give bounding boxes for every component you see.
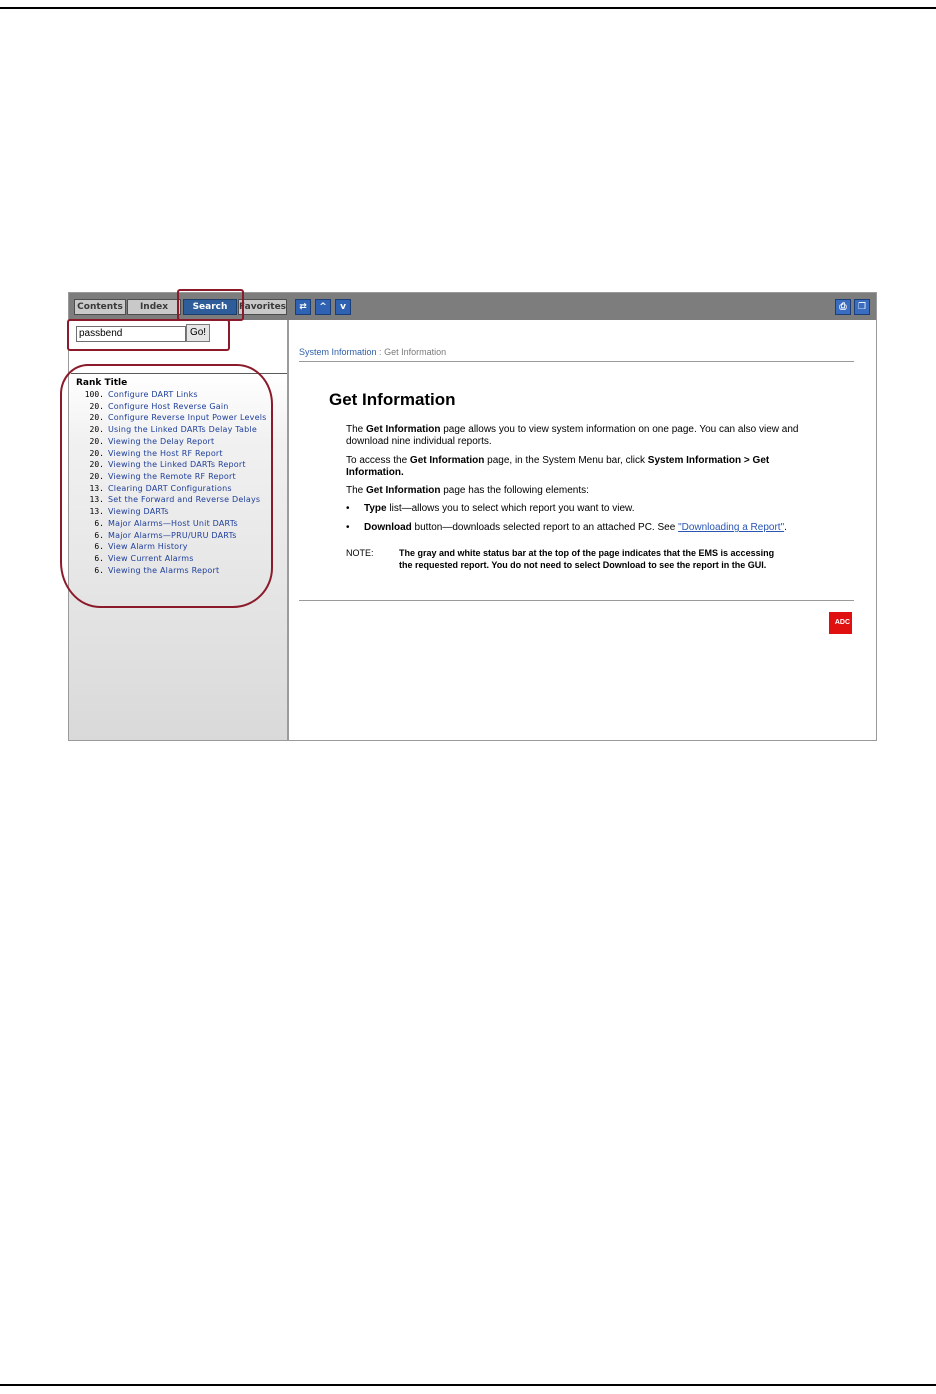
result-rank: 20. (89, 460, 104, 470)
breadcrumb (299, 347, 446, 357)
result-link[interactable]: Clearing DART Configurations (108, 483, 232, 493)
result-rank: 6. (94, 565, 104, 575)
result-rank: 100. (84, 390, 104, 399)
result-rank: 13. (89, 507, 104, 517)
note-label: NOTE: (346, 548, 374, 558)
result-rank: 20. (89, 436, 104, 446)
result-link[interactable]: Major Alarms—PRU/URU DARTs (108, 530, 237, 540)
result-rank: 6. (94, 554, 104, 564)
breadcrumb-parent-link[interactable]: System Information (299, 347, 377, 357)
tab-favorites[interactable]: Favorites (238, 299, 287, 315)
page-title: Get Information (329, 390, 456, 409)
sync-icon[interactable]: ⇄ (295, 299, 311, 315)
breadcrumb-current: Get Information (384, 347, 447, 357)
results-header: Rank Title (76, 378, 128, 388)
adc-logo: ADC (829, 612, 852, 634)
up-arrow-icon[interactable]: ^ (315, 299, 331, 315)
content-toolbar (290, 293, 876, 320)
result-link[interactable]: Viewing DARTs (108, 507, 169, 517)
result-rank: 6. (94, 542, 104, 552)
result-link[interactable]: Using the Linked DARTs Delay Table (108, 425, 257, 435)
copy-icon[interactable]: ❐ (854, 299, 870, 315)
intro-paragraph: The Get Information page allows you to view system information on one page. You can also view and download nine individual reports. (346, 424, 799, 447)
page-bottom-rule (0, 1384, 936, 1386)
result-rank: 20. (89, 413, 104, 423)
elements-paragraph: The Get Information page has the following elements: (346, 485, 589, 496)
result-link[interactable]: View Current Alarms (108, 554, 194, 564)
bullet-download-button: • Download button—downloads selected report to an attached PC. See "Downloading a Report". (346, 522, 787, 533)
result-link[interactable]: Configure Reverse Input Power Levels (108, 413, 267, 423)
print-icon[interactable]: ⎙ (835, 299, 851, 315)
result-rank: 20. (89, 401, 104, 411)
tab-search[interactable]: Search (183, 299, 237, 315)
result-rank: 20. (89, 425, 104, 435)
result-rank: 6. (94, 530, 104, 540)
result-link[interactable]: Major Alarms—Host Unit DARTs (108, 518, 238, 528)
result-link[interactable]: Viewing the Linked DARTs Report (108, 460, 246, 470)
breadcrumb-separator: : (379, 347, 382, 357)
search-input[interactable]: passbend (76, 326, 186, 342)
tab-index[interactable]: Index (127, 299, 181, 315)
search-tab-highlight (177, 289, 244, 321)
access-paragraph: To access the Get Information page, in the System Menu bar, click System Information > Get Information. (346, 455, 770, 478)
result-link[interactable]: Viewing the Host RF Report (108, 448, 223, 458)
result-link[interactable]: View Alarm History (108, 542, 188, 552)
page-top-rule (0, 7, 936, 9)
footer-divider (299, 600, 854, 601)
result-rank: 20. (89, 448, 104, 458)
result-rank: 13. (89, 483, 104, 493)
topic-pane (291, 320, 876, 740)
result-rank: 20. (89, 472, 104, 482)
tab-contents[interactable]: Contents (74, 299, 126, 315)
result-link[interactable]: Viewing the Delay Report (108, 436, 215, 446)
results-highlight (60, 364, 273, 608)
result-link[interactable]: Viewing the Alarms Report (108, 565, 220, 575)
bullet-type-list: • Type list—allows you to select which report you want to view. (346, 503, 635, 514)
result-rank: 6. (94, 518, 104, 528)
result-link[interactable]: Configure DART Links (108, 390, 198, 399)
result-link[interactable]: Set the Forward and Reverse Delays (108, 495, 261, 505)
downloading-report-link[interactable]: "Downloading a Report" (678, 522, 785, 533)
result-link[interactable]: Viewing the Remote RF Report (108, 472, 236, 482)
result-rank: 13. (89, 495, 104, 505)
go-button[interactable]: Go! (186, 324, 210, 342)
result-link[interactable]: Configure Host Reverse Gain (108, 401, 229, 411)
down-arrow-icon[interactable]: v (335, 299, 351, 315)
note-text: The gray and white status bar at the top of the page indicates that the EMS is accessing the requested report. You do not need to select Download to see the report in the GUI. (399, 548, 775, 570)
header-divider (299, 361, 854, 362)
search-field-highlight (67, 319, 230, 351)
